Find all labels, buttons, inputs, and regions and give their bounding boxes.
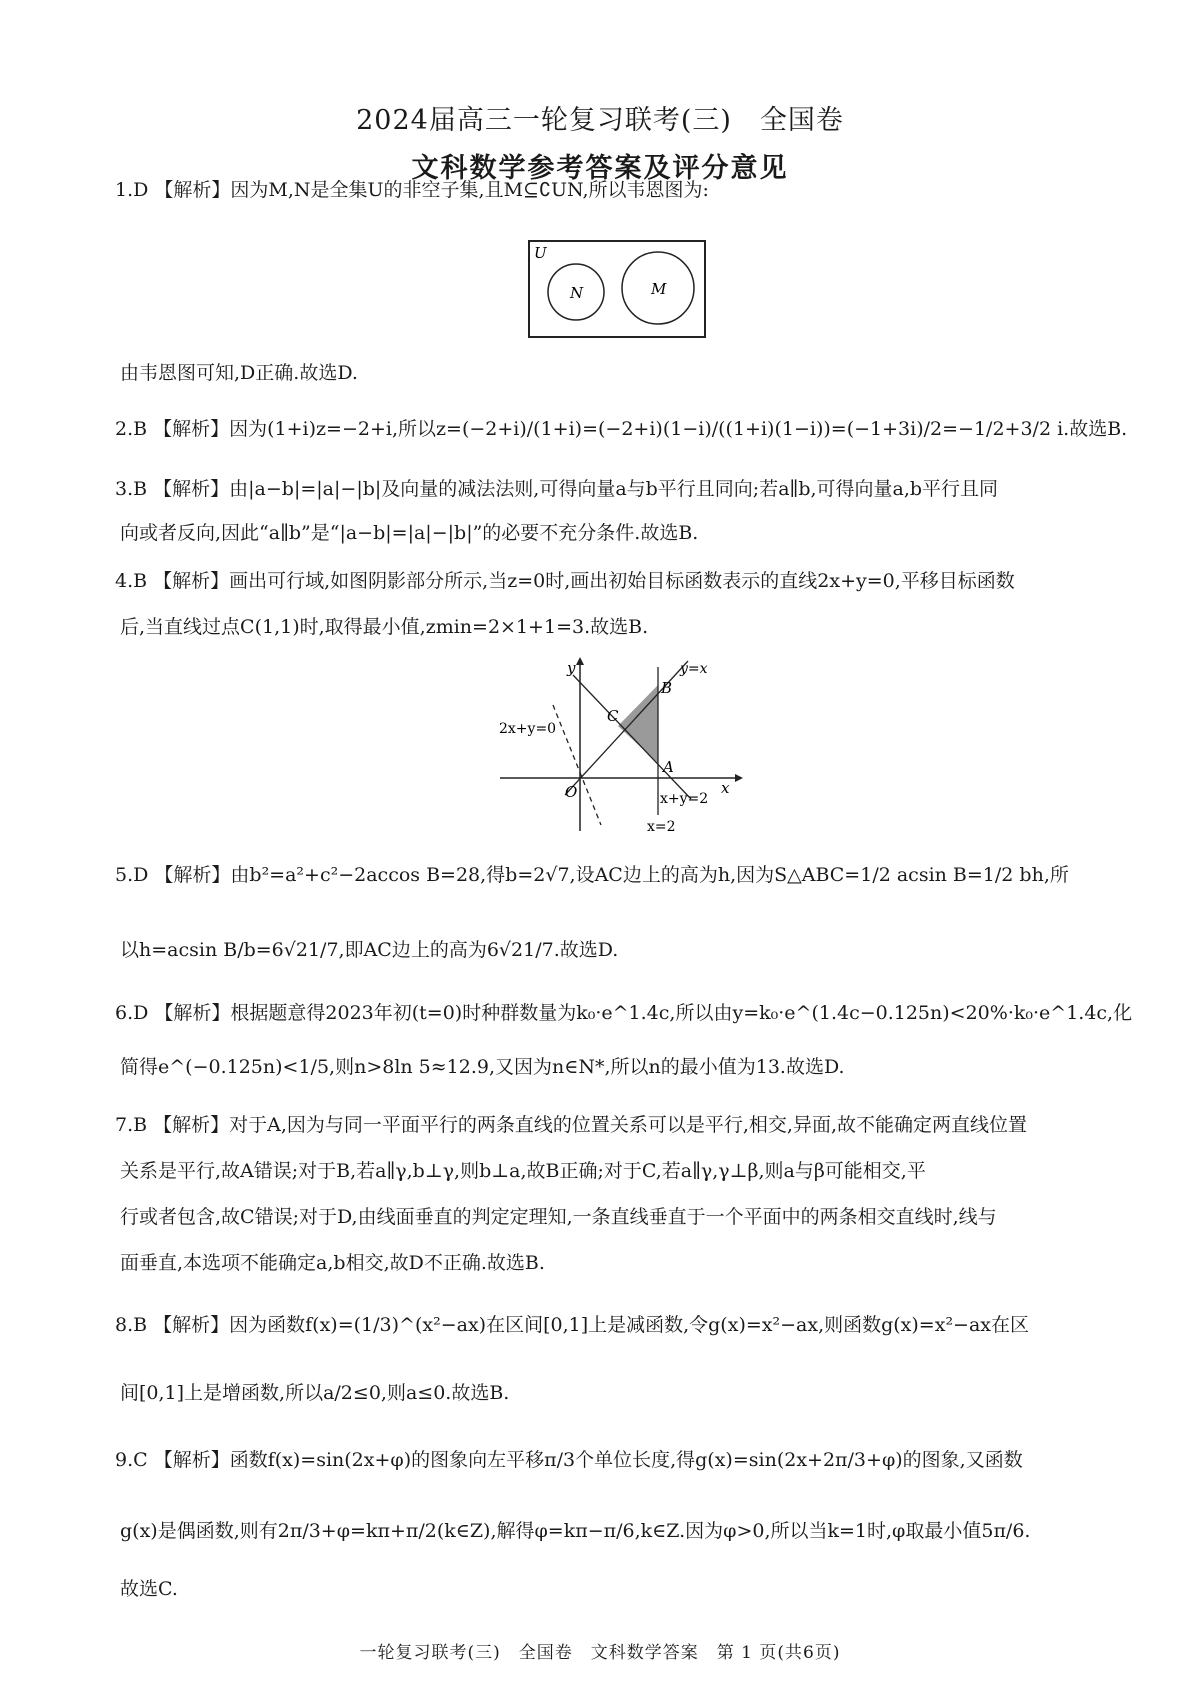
venn-universe-label: U — [534, 244, 547, 262]
point-a-label: A — [663, 758, 674, 776]
answer-2-line-1: 2.B 【解析】因为(1+i)z=−2+i,所以z=(−2+i)/(1+i)=(−2+i)(1−i)/((1+i)(1−i))=(−1+3i)/2=−1/2+3/2 i.故选B. — [115, 418, 1128, 440]
answer-3-line-2: 向或者反向,因此“a∥b”是“|a−b|=|a|−|b|”的必要不充分条件.故选B. — [120, 522, 699, 544]
answer-4-line-1: 4.B 【解析】画出可行域,如图阴影部分所示,当z=0时,画出初始目标函数表示的直线2x+y=0,平移目标函数 — [115, 570, 1015, 592]
answer-6-line-1: 6.D 【解析】根据题意得2023年初(t=0)时种群数量为k₀·e^1.4c,所以由y=k₀·e^(1.4c−0.125n)<20%·k₀·e^1.4c,化 — [115, 1002, 1133, 1024]
answer-6-line-2: 简得e^(−0.125n)<1/5,则n>8ln 5≈12.9,又因为n∈N*,所以n的最小值为13.故选D. — [120, 1056, 845, 1078]
x-axis-label: x — [721, 779, 730, 797]
page-subtitle: 文科数学参考答案及评分意见 — [411, 153, 789, 184]
label-x-2: x=2 — [647, 819, 676, 835]
point-c-label: C — [607, 707, 619, 725]
shaded-region — [618, 685, 658, 763]
line-x-plus-y-2 — [573, 675, 691, 799]
answer-9-line-2: g(x)是偶函数,则有2π/3+φ=kπ+π/2(k∈Z),解得φ=kπ−π/6,k∈Z.因为φ>0,所以当k=1时,φ取最小值5π/6. — [120, 1520, 1031, 1542]
answer-9-line-1: 9.C 【解析】函数f(x)=sin(2x+φ)的图象向左平移π/3个单位长度,得g(x)=sin(2x+2π/3+φ)的图象,又函数 — [115, 1449, 1023, 1471]
answer-1-line-1: 1.D 【解析】因为M,N是全集U的非空子集,且M⊆∁UN,所以韦恩图为: — [115, 179, 709, 201]
venn-label-m: M — [651, 280, 667, 298]
origin-label: O — [565, 783, 578, 801]
venn-label-n: N — [570, 284, 584, 302]
answer-7-line-3: 行或者包含,故C错误;对于D,由线面垂直的判定定理知,一条直线垂直于一个平面中的两条相交直线时,线与 — [120, 1206, 997, 1228]
answer-7-line-2: 关系是平行,故A错误;对于B,若a∥γ,b⊥γ,则b⊥a,故B正确;对于C,若a∥γ,γ⊥β,则a与β可能相交,平 — [120, 1160, 926, 1182]
answer-5-line-1: 5.D 【解析】由b²=a²+c²−2accos B=28,得b=2√7,设AC边上的高为h,因为S△ABC=1/2 acsin B=1/2 bh,所 — [115, 864, 1069, 886]
answer-8-line-1: 8.B 【解析】因为函数f(x)=(1/3)^(x²−ax)在区间[0,1]上是减函数,令g(x)=x²−ax,则函数g(x)=x²−ax在区 — [115, 1314, 1030, 1336]
x-axis-arrow — [735, 774, 743, 782]
label-2x-plus-y-0: 2x+y=0 — [499, 721, 557, 737]
answer-9-line-3: 故选C. — [120, 1578, 178, 1600]
venn-universe-box — [529, 241, 705, 337]
venn-diagram — [528, 240, 706, 338]
answer-7-line-1: 7.B 【解析】对于A,因为与同一平面平行的两条直线的位置关系可以是平行,相交,异面,故不能确定两直线位置 — [115, 1114, 1028, 1136]
label-x-plus-y-2: x+y=2 — [660, 791, 709, 807]
answer-8-line-2: 间[0,1]上是增函数,所以a/2≤0,则a≤0.故选B. — [120, 1382, 510, 1404]
answer-1-line-2: 由韦恩图可知,D正确.故选D. — [120, 362, 358, 384]
answer-7-line-4: 面垂直,本选项不能确定a,b相交,故D不正确.故选B. — [120, 1252, 545, 1274]
y-axis-label: y — [567, 659, 576, 677]
page-footer: 一轮复习联考(三) 全国卷 文科数学答案 第 1 页(共6页) — [359, 1643, 841, 1663]
line-2x-plus-y-0 — [553, 705, 601, 825]
answer-3-line-1: 3.B 【解析】由|a−b|=|a|−|b|及向量的减法法则,可得向量a与b平行且同向;若a∥b,可得向量a,b平行且同 — [115, 478, 999, 500]
page-title: 2024届高三一轮复习联考(三) 全国卷 — [356, 105, 844, 136]
answer-5-line-2: 以h=acsin B/b=6√21/7,即AC边上的高为6√21/7.故选D. — [120, 939, 619, 961]
feasible-region-graph — [495, 655, 745, 835]
label-y-equals-x: y=x — [680, 661, 708, 677]
answer-4-line-2: 后,当直线过点C(1,1)时,取得最小值,zmin=2×1+1=3.故选B. — [120, 616, 649, 638]
y-axis-arrow — [576, 657, 584, 665]
point-b-label: B — [661, 679, 673, 697]
